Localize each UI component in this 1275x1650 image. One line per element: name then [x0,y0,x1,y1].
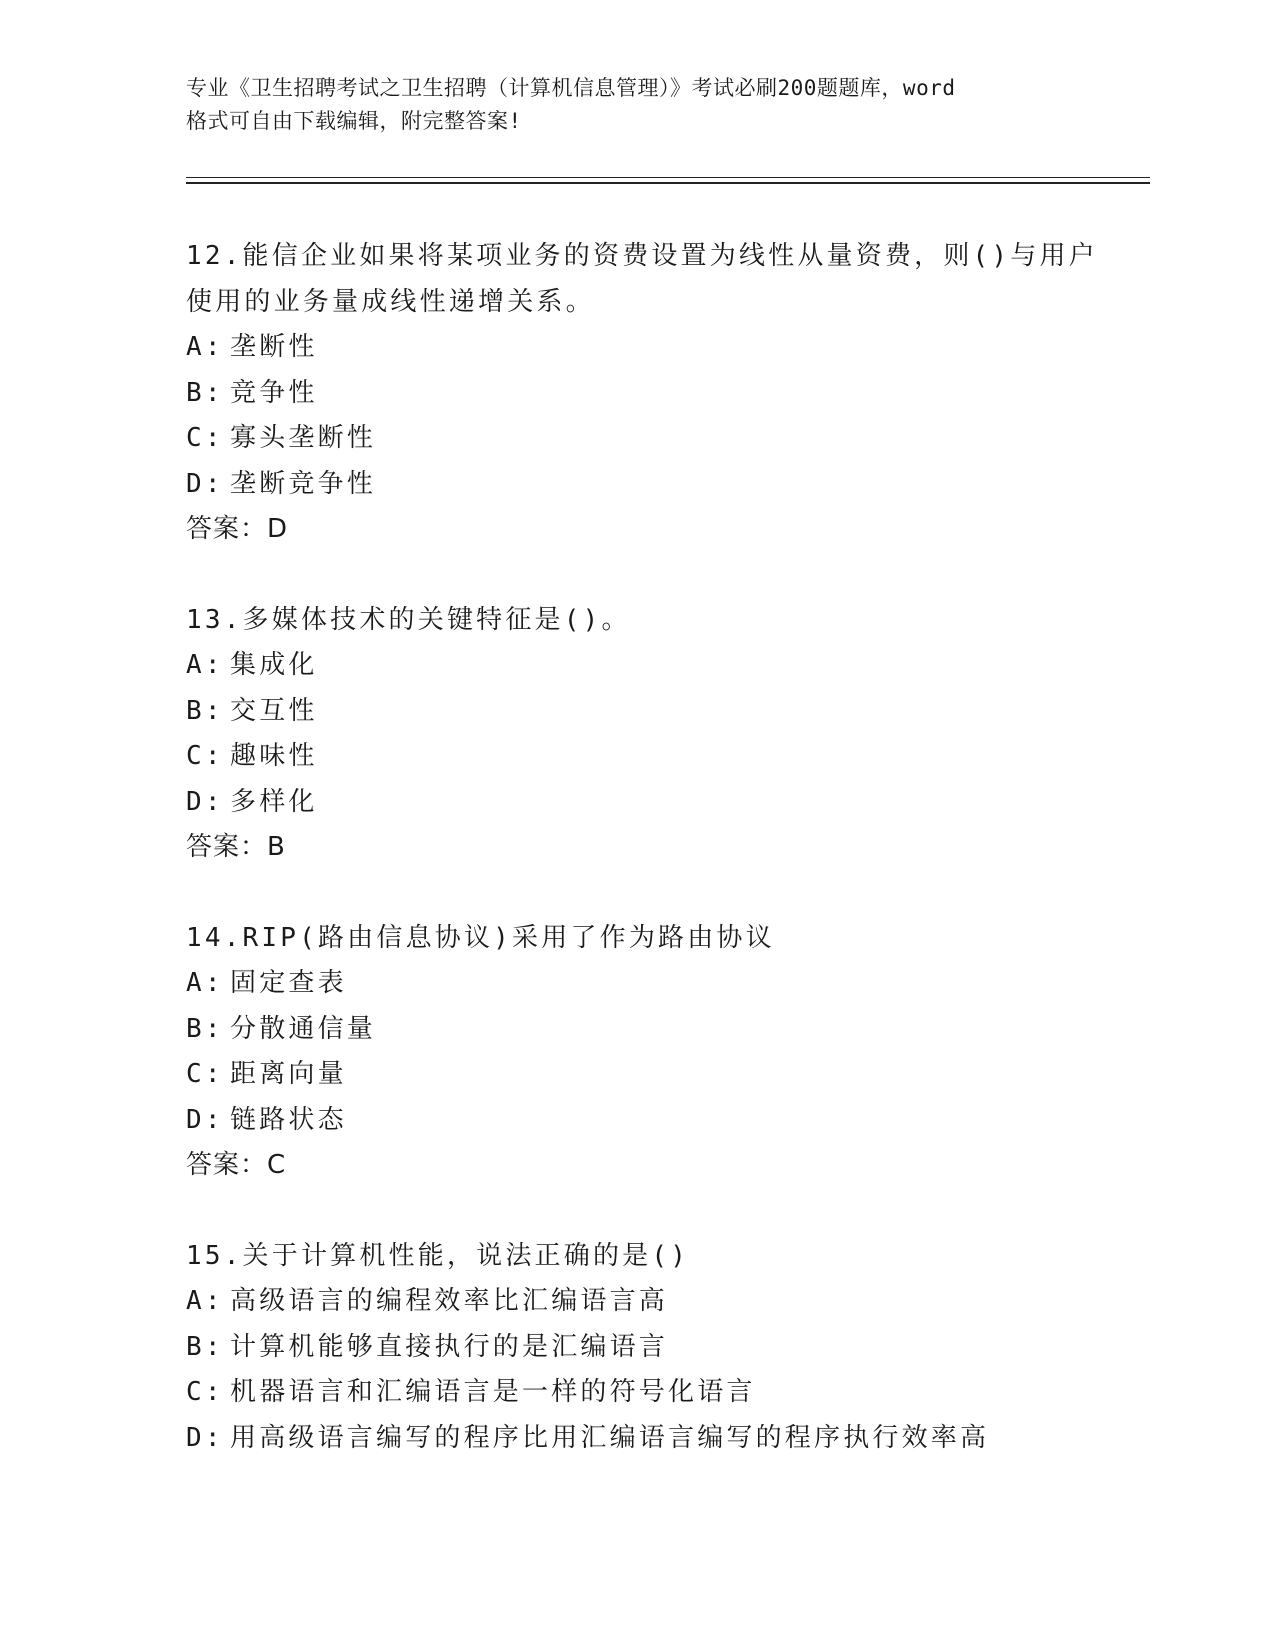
option-letter: A: [186,968,224,998]
question-12 [186,234,1126,553]
option-text: 用高级语言编写的程序比用汇编语言编写的程序执行效率高 [230,1422,990,1453]
option-text: 链路状态 [230,1104,347,1135]
option-c [186,1370,1126,1416]
option-b [186,689,1126,735]
header-line-1: 专业《卫生招聘考试之卫生招聘（计算机信息管理）》考试必刷200题题库，word [186,76,956,100]
option-a [186,325,1126,371]
option-c [186,416,1126,462]
option-a [186,1279,1126,1325]
option-letter: C: [186,423,224,453]
option-letter: D: [186,786,224,817]
option-d [186,780,1126,826]
answer-line: 答案：B [186,832,286,862]
option-a [186,961,1126,1007]
document-header [186,72,1086,138]
option-text: 固定查表 [230,968,347,998]
header-divider-thick [186,182,1150,184]
option-text: 高级语言的编程效率比汇编语言高 [230,1286,669,1316]
option-text: 趣味性 [230,741,318,771]
option-c [186,734,1126,780]
option-text: 分散通信量 [230,1013,377,1044]
option-text: 距离向量 [230,1059,347,1089]
question-list [186,234,1126,1506]
option-letter: B: [186,1331,224,1362]
answer-line: 答案：C [186,1150,287,1180]
option-letter: A: [186,1286,224,1316]
answer-line: 答案：D [186,514,289,544]
option-a [186,643,1126,689]
option-letter: B: [186,377,224,408]
option-d [186,1098,1126,1144]
question-stem: 14.RIP(路由信息协议)采用了作为路由协议 [186,922,775,953]
option-text: 集成化 [230,650,318,680]
option-letter: C: [186,741,224,771]
option-text: 垄断竞争性 [230,468,377,499]
option-text: 多样化 [230,786,318,817]
option-c [186,1052,1126,1098]
option-text: 机器语言和汇编语言是一样的符号化语言 [230,1377,756,1407]
question-stem: 12.能信企业如果将某项业务的资费设置为线性从量资费，则()与用户 [186,241,1098,271]
option-text: 垄断性 [230,332,318,362]
option-letter: A: [186,650,224,680]
option-letter: D: [186,468,224,499]
option-letter: B: [186,1013,224,1044]
header-divider-thin [186,177,1150,178]
question-15 [186,1234,1126,1462]
option-letter: C: [186,1059,224,1089]
option-letter: D: [186,1104,224,1135]
question-stem-continued: 使用的业务量成线性递增关系。 [186,286,595,317]
option-text: 计算机能够直接执行的是汇编语言 [230,1331,669,1362]
option-letter: B: [186,695,224,726]
option-text: 交互性 [230,695,318,726]
option-b [186,371,1126,417]
question-stem: 15.关于计算机性能，说法正确的是() [186,1240,690,1271]
option-letter: A: [186,332,224,362]
option-d [186,462,1126,508]
option-b [186,1325,1126,1371]
option-text: 竞争性 [230,377,318,408]
option-text: 寡头垄断性 [230,423,377,453]
question-14 [186,916,1126,1189]
option-b [186,1007,1126,1053]
option-d [186,1416,1126,1462]
question-13 [186,598,1126,871]
question-stem: 13.多媒体技术的关键特征是()。 [186,604,631,635]
option-letter: C: [186,1377,224,1407]
option-letter: D: [186,1422,224,1453]
header-line-2: 格式可自由下载编辑，附完整答案! [186,109,522,133]
